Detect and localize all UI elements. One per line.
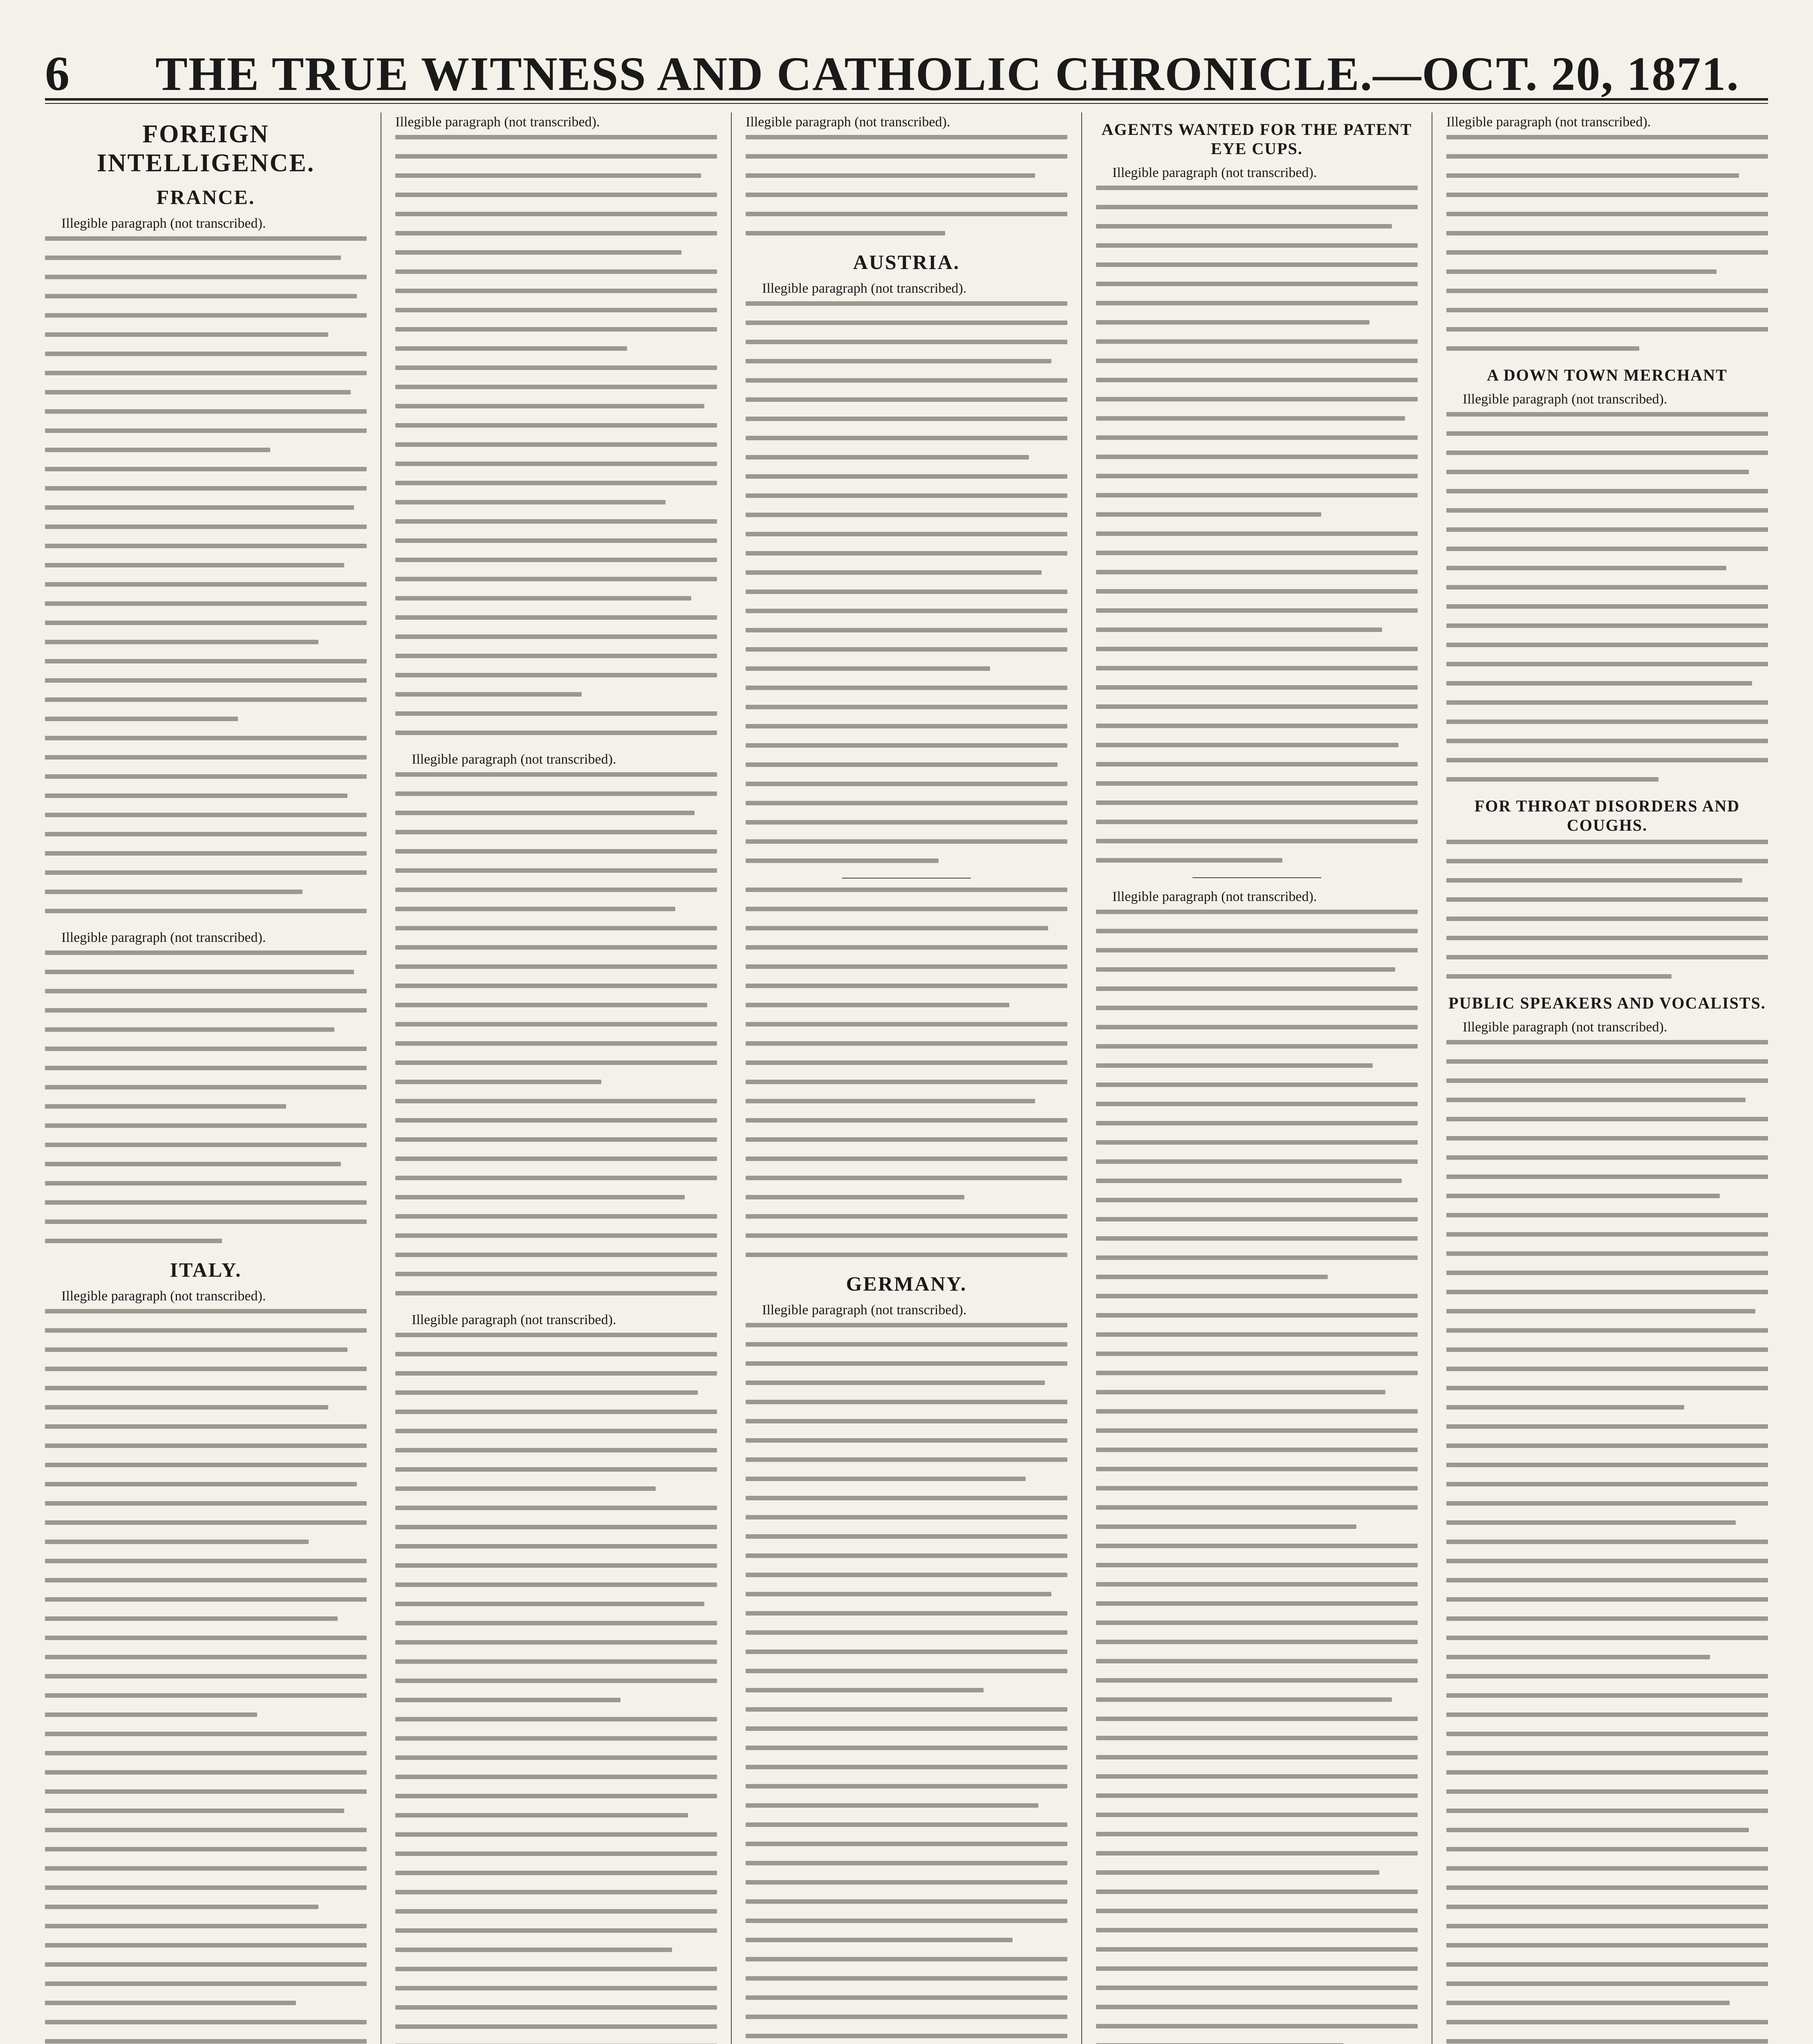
text-lines	[1096, 910, 1418, 2044]
article-paragraph: Illegible paragraph (not transcribed).	[746, 114, 950, 130]
text-lines	[395, 1333, 717, 2044]
column-3	[731, 112, 1081, 2044]
ad-heading: FOR THROAT DISORDERS AND COUGHS.	[1474, 797, 1740, 834]
text-lines	[1096, 186, 1418, 863]
text-lines	[1446, 412, 1768, 782]
article-paragraph: Illegible paragraph (not transcribed).	[412, 1312, 616, 1327]
text-lines	[1446, 135, 1768, 351]
text-lines	[45, 1309, 367, 2044]
text-lines	[45, 236, 367, 913]
text-lines	[1446, 840, 1768, 979]
masthead	[45, 37, 1768, 101]
column-4	[1081, 112, 1432, 2044]
ad-paragraph: Illegible paragraph (not transcribed).	[1446, 114, 1651, 130]
article-paragraph: Illegible paragraph (not transcribed).	[412, 752, 616, 767]
article-paragraph: Illegible paragraph (not transcribed).	[61, 216, 266, 231]
article-paragraph: Illegible paragraph (not transcribed).	[61, 1289, 266, 1304]
text-lines	[45, 950, 367, 1243]
section-heading: FOREIGN INTELLIGENCE.	[96, 120, 315, 177]
column-5	[1432, 112, 1768, 2044]
column-2	[381, 112, 731, 2044]
text-lines	[395, 772, 717, 1295]
masthead-title: THE TRUE WITNESS AND CATHOLIC CHRONICLE.—OCT. 20, 1871.	[155, 47, 1739, 101]
ad-heading: AGENTS WANTED FOR THE PATENT EYE CUPS.	[1101, 120, 1412, 158]
masthead-rule	[45, 103, 1768, 104]
page-number: 6	[45, 46, 69, 101]
section-divider	[1192, 877, 1321, 878]
ad-paragraph: Illegible paragraph (not transcribed).	[1463, 392, 1667, 407]
text-lines	[746, 135, 1067, 235]
subheading: ITALY.	[170, 1258, 242, 1281]
subheading: FRANCE.	[156, 186, 255, 208]
text-lines	[746, 301, 1067, 863]
subheading: GERMANY.	[846, 1272, 967, 1295]
article-paragraph: Illegible paragraph (not transcribed).	[61, 930, 266, 945]
article-columns	[45, 112, 1768, 2044]
column-1	[45, 112, 381, 2044]
article-paragraph: Illegible paragraph (not transcribed).	[395, 114, 600, 130]
ad-heading: A DOWN TOWN MERCHANT	[1487, 366, 1728, 384]
ad-paragraph: Illegible paragraph (not transcribed).	[1463, 1020, 1667, 1035]
text-lines	[395, 135, 717, 735]
text-lines	[746, 1323, 1067, 2044]
section-divider	[842, 878, 971, 879]
text-lines	[1446, 1040, 1768, 2044]
text-lines	[746, 888, 1067, 1257]
article-paragraph: Illegible paragraph (not transcribed).	[762, 1302, 967, 1318]
ad-paragraph: Illegible paragraph (not transcribed).	[1112, 165, 1317, 180]
article-paragraph: Illegible paragraph (not transcribed).	[762, 281, 967, 296]
ad-heading: PUBLIC SPEAKERS AND VOCALISTS.	[1448, 994, 1766, 1012]
ad-paragraph: Illegible paragraph (not transcribed).	[1112, 889, 1317, 904]
subheading: AUSTRIA.	[853, 251, 960, 273]
